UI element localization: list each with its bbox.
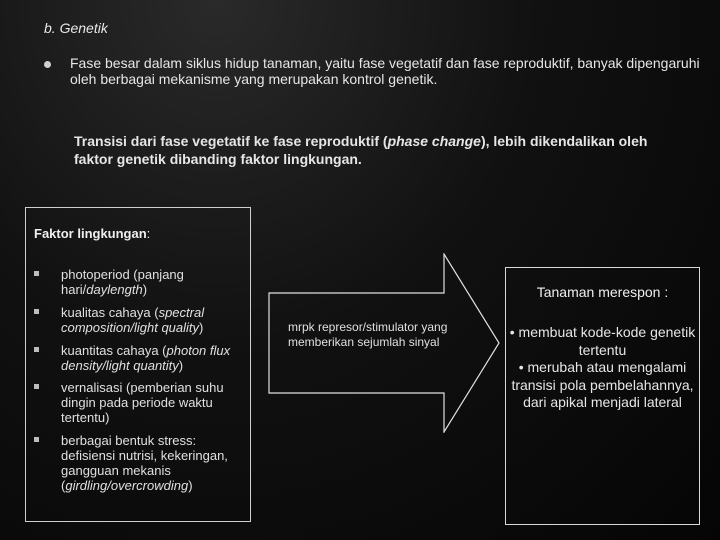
factor-item: kualitas cahaya (spectral composition/light quality) (34, 305, 244, 335)
bullet-dot (44, 61, 51, 68)
response-item: • merubah atau mengalami transisi pola pembelahannya, dari apikal menjadi lateral (511, 359, 694, 410)
phase-change-term: phase change (387, 133, 481, 149)
square-bullet-icon (34, 271, 39, 276)
factor-item: kuantitas cahaya (photon flux density/light quantity) (34, 343, 244, 373)
square-bullet-icon (34, 309, 39, 314)
phase-text-2: ), lebih dikendalikan oleh faktor genetik dibanding faktor lingkungan. (74, 133, 648, 167)
phase-text-1: Transisi dari fase vegetatif ke fase reproduktif ( (74, 133, 388, 149)
factor-item: vernalisasi (pemberian suhu dingin pada periode waktu tertentu) (34, 380, 244, 425)
response-title (505, 284, 700, 300)
square-bullet-icon (34, 437, 39, 442)
paragraph-genetic-control: Fase besar dalam siklus hidup tanaman, yaitu fase vegetatif dan fase reproduktif, banyak dipengaruhi oleh berbagai mekanisme yang merupakan kontrol genetik. (70, 55, 700, 87)
factors-title-suffix: : (146, 226, 151, 241)
paragraph-phase-transition (74, 132, 674, 168)
response-title-suffix: : (660, 284, 669, 300)
arrow-label: mrpk represor/stimulator yang memberikan sejumlah sinyal (288, 320, 448, 349)
square-bullet-icon (34, 347, 39, 352)
factors-title-text: Faktor lingkungan (34, 226, 147, 241)
square-bullet-icon (34, 384, 39, 389)
response-title-text: Tanaman merespon (536, 284, 661, 300)
section-heading: b. Genetik (44, 20, 108, 36)
response-list (505, 324, 700, 412)
factors-title (34, 226, 150, 241)
factor-item: berbagai bentuk stress: defisiensi nutrisi, kekeringan, gangguan mekanis (girdling/overcrowding) (34, 433, 244, 495)
response-item: • membuat kode-kode genetik tertentu (509, 324, 696, 358)
factor-item: photoperiod (panjang hari/daylength) (34, 267, 244, 297)
